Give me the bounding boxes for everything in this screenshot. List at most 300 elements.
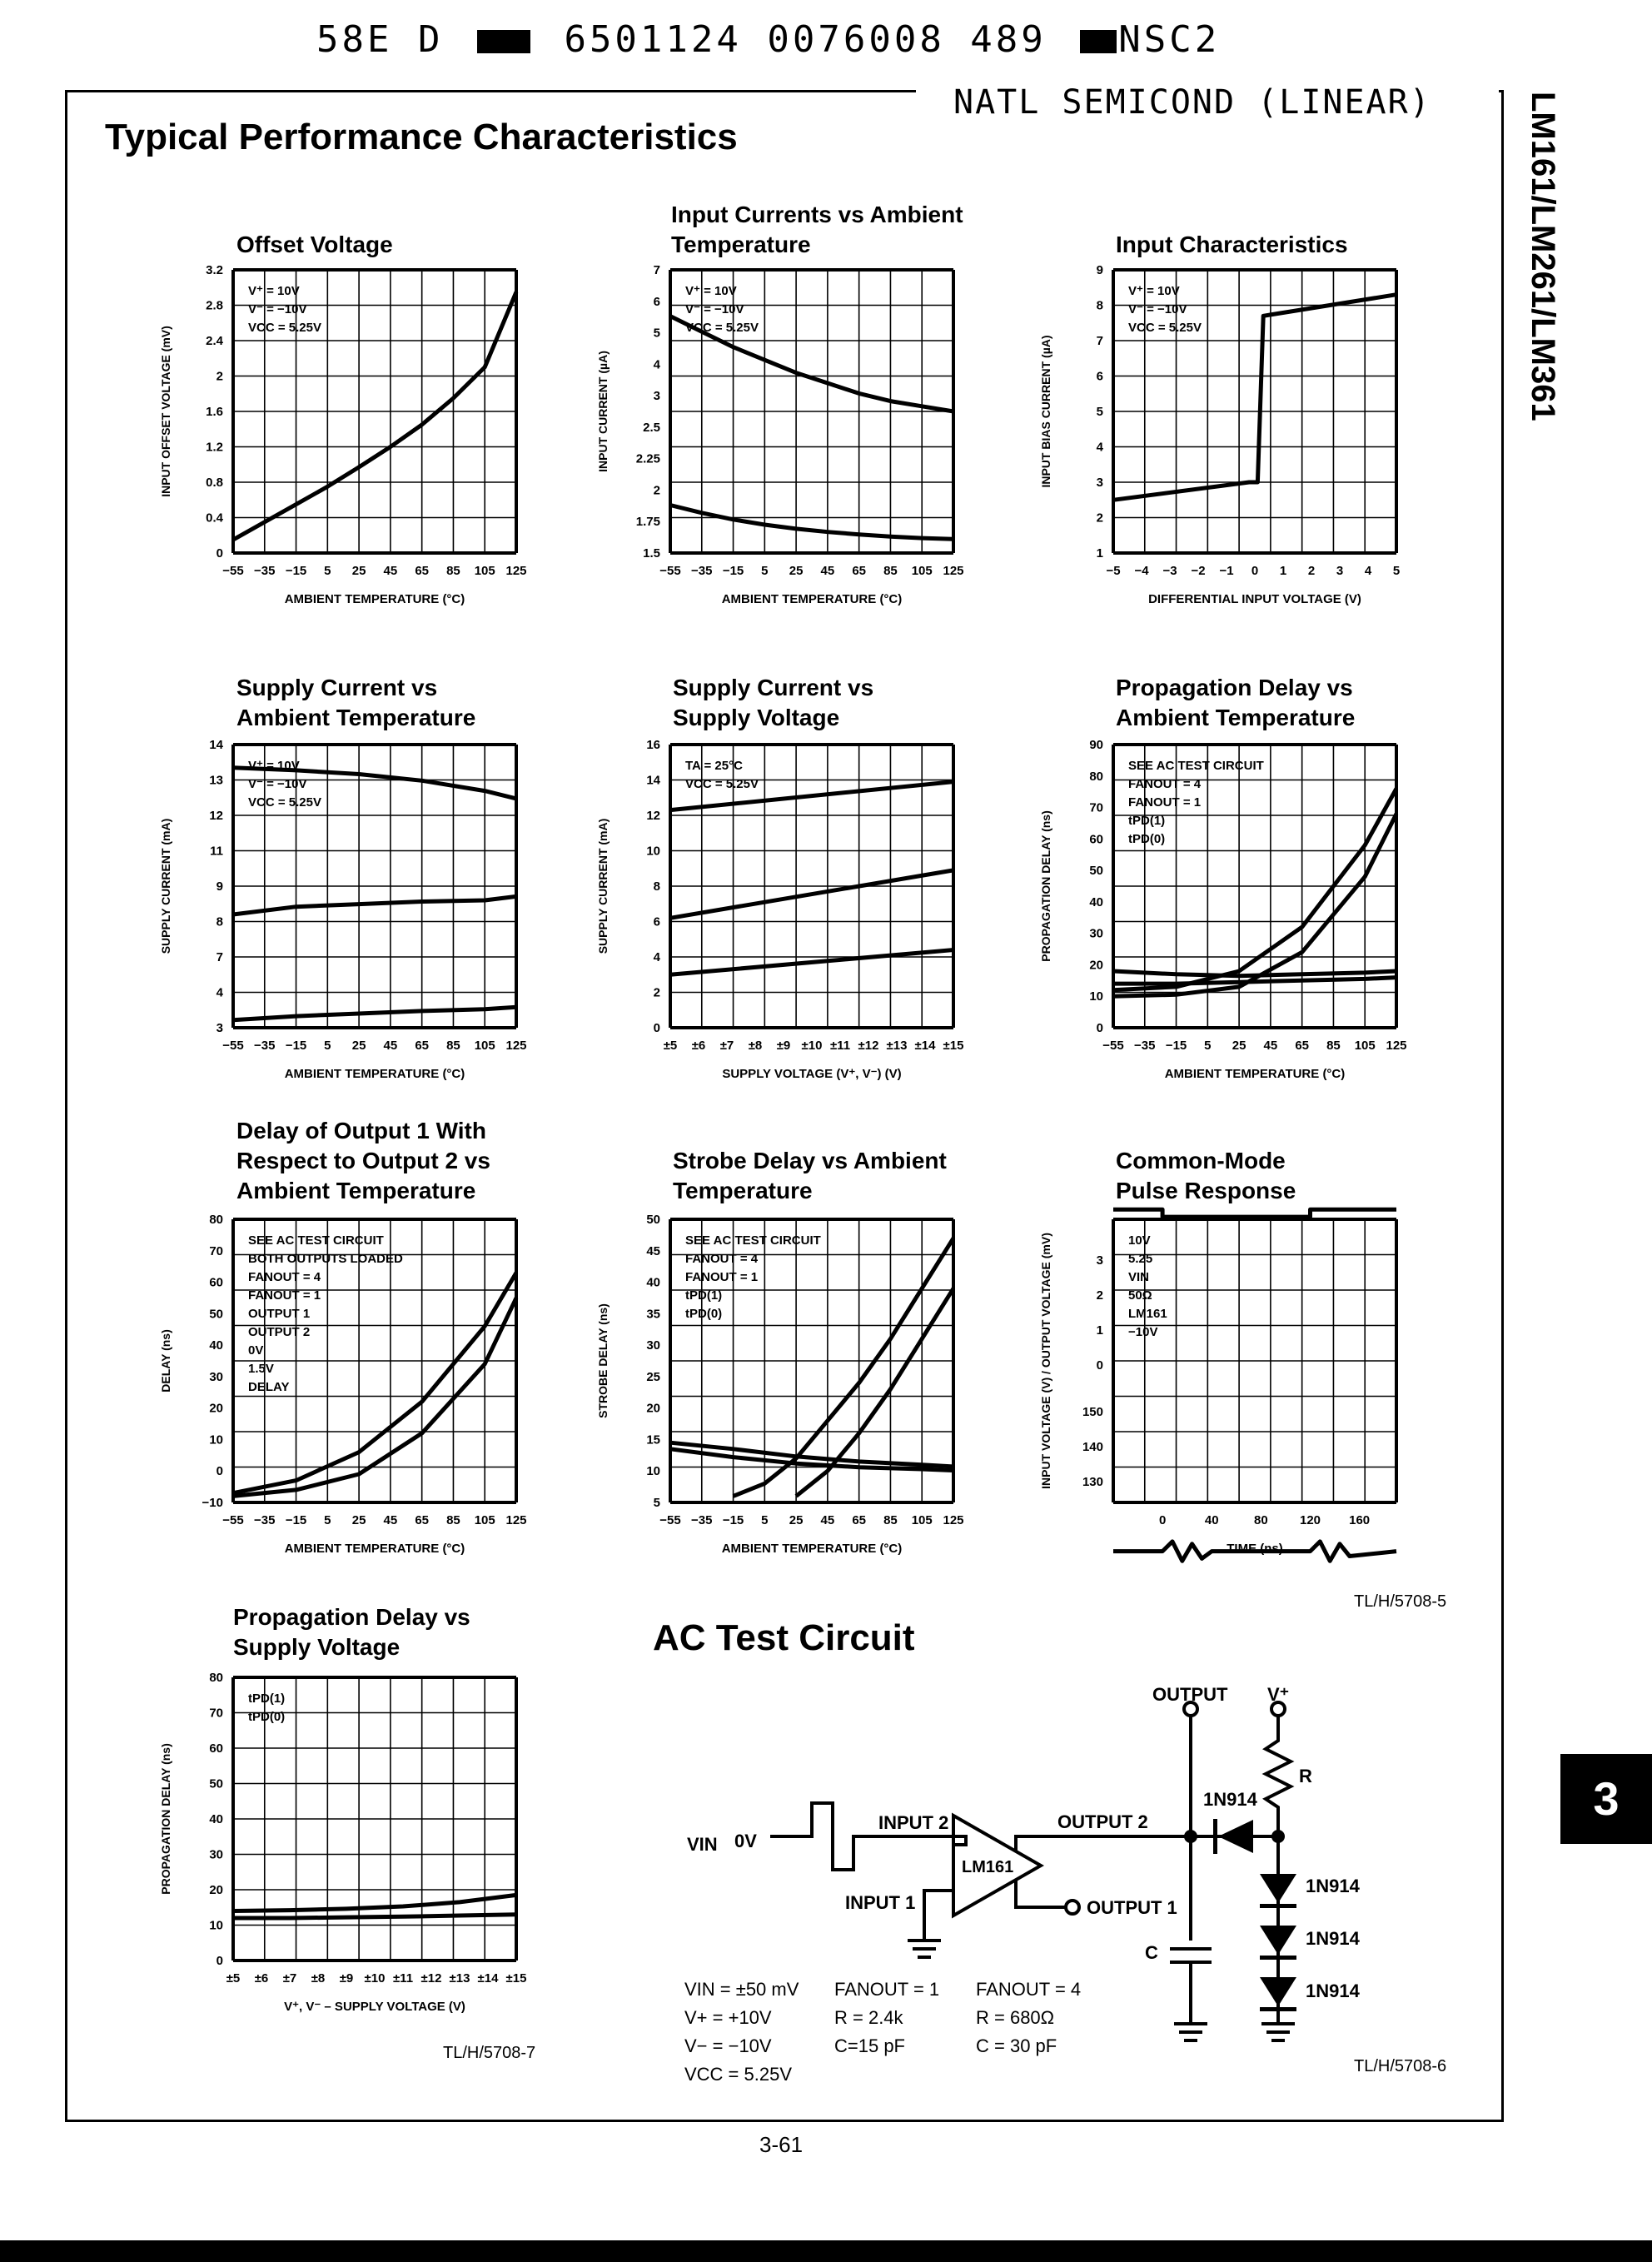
y-tick-label: 20 <box>1089 958 1103 973</box>
circuit-label-diode-4: 1N914 <box>1306 1980 1360 2001</box>
x-tick-label: −15 <box>1165 1039 1187 1053</box>
x-tick-label: 25 <box>351 564 366 578</box>
chart-note: FANOUT = 1 <box>1128 795 1202 810</box>
y-tick-label: 1.5 <box>643 546 660 561</box>
x-tick-label: 5 <box>761 564 769 578</box>
series-line <box>670 950 953 975</box>
chart-note: V⁺ = 10V <box>1128 284 1180 298</box>
y-tick-label: 60 <box>1089 832 1103 847</box>
chart-note: V⁻ = −10V <box>1128 302 1187 316</box>
chart-note: FANOUT = 1 <box>685 1270 759 1284</box>
y-tick-label: 2 <box>1096 1288 1103 1303</box>
x-tick-label: ±9 <box>339 1971 354 1985</box>
circuit-conditions <box>684 1976 1081 2089</box>
chart-note: tPD(1) <box>685 1288 723 1303</box>
y-tick-label: 0 <box>1096 1358 1103 1373</box>
y-tick-label: 0 <box>653 1021 660 1035</box>
chart-note: DELAY <box>248 1380 290 1394</box>
y-tick-label: 50 <box>646 1213 660 1227</box>
chart-note: OUTPUT 1 <box>248 1307 311 1321</box>
chart-note: VCC = 5.25V <box>248 795 321 810</box>
chart-note: VIN <box>1128 1270 1150 1284</box>
x-tick-label: 105 <box>474 1513 495 1527</box>
chart-note: V⁺ = 10V <box>248 284 300 298</box>
chart-title-offset-voltage: Offset Voltage <box>236 232 393 257</box>
header-black-block-2 <box>1080 30 1117 53</box>
x-tick-label: 160 <box>1349 1513 1371 1527</box>
x-tick-label: 25 <box>1232 1039 1246 1053</box>
y-tick-label: 45 <box>646 1243 660 1258</box>
x-tick-label: 65 <box>852 1513 867 1527</box>
circuit-label-diode-1: 1N914 <box>1203 1789 1257 1810</box>
y-tick-label: 60 <box>209 1741 223 1756</box>
y-axis-label: DELAY (ns) <box>159 1329 172 1393</box>
header-black-block <box>477 30 530 53</box>
chart-note: SEE AC TEST CIRCUIT <box>248 1233 384 1248</box>
y-tick-label: 2 <box>653 985 660 1000</box>
y-tick-label: 40 <box>646 1275 660 1290</box>
x-tick-label: −55 <box>1102 1039 1124 1053</box>
y-axis-label: INPUT OFFSET VOLTAGE (mV) <box>159 326 172 497</box>
x-tick-label: −2 <box>1191 564 1206 578</box>
circuit-label-r: R <box>1299 1766 1312 1786</box>
y-tick-label: 2 <box>1096 511 1103 526</box>
y-tick-label: 14 <box>209 738 223 752</box>
x-tick-label: 5 <box>1204 1039 1212 1053</box>
chart-note: V⁻ = −10V <box>685 302 744 316</box>
y-tick-label: 14 <box>646 773 660 788</box>
chart-note: V⁺ = 10V <box>248 759 300 773</box>
x-axis-label: AMBIENT TEMPERATURE (°C) <box>284 1542 465 1556</box>
chart-note: 5.25 <box>1128 1252 1153 1266</box>
chart-title-delay-output: Delay of Output 1 With Respect to Output 2 vs Ambient Temperature <box>236 1118 490 1203</box>
ref-fig5: TL/H/5708-5 <box>1354 1592 1447 1611</box>
chart-common-mode <box>1030 1208 1421 1574</box>
y-tick-label: 130 <box>1082 1475 1103 1489</box>
y-axis-label: PROPAGATION DELAY (ns) <box>1039 810 1052 962</box>
y-tick-label: 9 <box>216 879 223 894</box>
y-tick-label: 80 <box>209 1213 223 1227</box>
y-tick-label: 4 <box>216 985 223 1000</box>
y-tick-label: 50 <box>209 1776 223 1791</box>
chart-note: SEE AC TEST CIRCUIT <box>685 1233 821 1248</box>
y-tick-label: 6 <box>1096 369 1103 384</box>
chart-note: tPD(0) <box>685 1307 723 1321</box>
circuit-label-zero-v: 0V <box>734 1831 757 1851</box>
x-tick-label: ±15 <box>505 1971 527 1985</box>
x-tick-label: −55 <box>222 1039 244 1053</box>
x-axis-label: AMBIENT TEMPERATURE (°C) <box>721 1542 903 1556</box>
chart-note: tPD(1) <box>1128 814 1166 828</box>
x-tick-label: 125 <box>943 1513 964 1527</box>
y-tick-label: 40 <box>209 1812 223 1826</box>
y-tick-label: 7 <box>216 950 223 964</box>
ref-fig7: TL/H/5708-7 <box>443 2044 536 2062</box>
chart-note: FANOUT = 4 <box>685 1252 759 1266</box>
x-tick-label: 105 <box>911 564 933 578</box>
chart-note: 50Ω <box>1128 1288 1152 1303</box>
x-tick-label: ±12 <box>420 1971 442 1985</box>
x-tick-label: 85 <box>883 564 898 578</box>
series-line <box>1113 971 1396 976</box>
x-axis-label: AMBIENT TEMPERATURE (°C) <box>1164 1067 1346 1081</box>
chart-note: FANOUT = 1 <box>248 1288 321 1303</box>
x-tick-label: 105 <box>911 1513 933 1527</box>
chart-title-supply-current-temp: Supply Current vs Ambient Temperature <box>236 675 476 730</box>
x-tick-label: −55 <box>659 564 681 578</box>
circuit-label-output1: OUTPUT 1 <box>1087 1897 1177 1918</box>
y-tick-label: 0 <box>216 1954 223 1968</box>
x-axis-label: SUPPLY VOLTAGE (V⁺, V⁻) (V) <box>722 1067 902 1081</box>
y-tick-label: 2.8 <box>206 298 223 313</box>
x-tick-label: ±5 <box>663 1039 678 1053</box>
y-tick-label: 0.8 <box>206 476 223 490</box>
y-axis-label: INPUT VOLTAGE (V) / OUTPUT VOLTAGE (mV) <box>1039 1233 1052 1489</box>
chart-delay-output <box>150 1208 541 1574</box>
y-tick-label: 0 <box>1096 1021 1103 1035</box>
y-tick-label: 3.2 <box>206 263 223 277</box>
series-line <box>233 1915 516 1918</box>
x-tick-label: ±14 <box>914 1039 936 1053</box>
x-tick-label: 25 <box>789 564 804 578</box>
chart-note: SEE AC TEST CIRCUIT <box>1128 759 1264 773</box>
x-tick-label: 125 <box>505 564 527 578</box>
series-line <box>734 1238 953 1497</box>
x-tick-label: ±6 <box>254 1971 269 1985</box>
x-tick-label: −15 <box>285 564 307 578</box>
x-tick-label: 105 <box>474 564 495 578</box>
x-tick-label: 125 <box>943 564 964 578</box>
chart-input-characteristics <box>1030 258 1421 625</box>
circuit-label-output2: OUTPUT 2 <box>1057 1811 1148 1832</box>
x-tick-label: ±7 <box>719 1039 734 1053</box>
y-tick-label: 3 <box>653 389 660 404</box>
chart-title-common-mode: Common-Mode Pulse Response <box>1116 1148 1296 1203</box>
scan-bottom-bar <box>0 2240 1652 2262</box>
y-tick-label: 60 <box>209 1275 223 1290</box>
y-tick-label: 50 <box>209 1307 223 1322</box>
chart-title-prop-delay-supply: Propagation Delay vs Supply Voltage <box>233 1604 470 1660</box>
x-tick-label: −15 <box>285 1039 307 1053</box>
x-tick-label: −55 <box>222 1513 244 1527</box>
chart-title-strobe-delay: Strobe Delay vs Ambient Temperature <box>673 1148 947 1203</box>
manufacturer-label: NATL SEMICOND (LINEAR) <box>953 83 1431 122</box>
series-line <box>233 896 516 914</box>
x-tick-label: 5 <box>324 564 331 578</box>
x-tick-label: −3 <box>1162 564 1177 578</box>
y-tick-label: 10 <box>209 1918 223 1933</box>
x-tick-label: −15 <box>722 564 744 578</box>
x-tick-label: ±5 <box>226 1971 241 1985</box>
x-tick-label: ±8 <box>311 1971 326 1985</box>
conditions-row-0: VIN = ±50 mV FANOUT = 1 FANOUT = 4 <box>684 1979 1082 2000</box>
x-axis-label: V⁺, V⁻ – SUPPLY VOLTAGE (V) <box>284 2000 465 2014</box>
y-axis-label: INPUT CURRENT (µA) <box>596 351 610 472</box>
y-tick-label: 40 <box>1089 894 1103 909</box>
x-tick-label: 45 <box>383 1039 398 1053</box>
y-tick-label: 12 <box>209 809 223 823</box>
x-tick-label: 85 <box>883 1513 898 1527</box>
x-tick-label: −55 <box>222 564 244 578</box>
x-tick-label: 2 <box>1307 564 1316 578</box>
y-tick-label: 8 <box>653 879 660 894</box>
chart-note: VCC = 5.25V <box>1128 321 1202 335</box>
y-tick-label: 50 <box>1089 864 1103 879</box>
chart-note: V⁺ = 10V <box>685 284 737 298</box>
chart-input-currents <box>587 258 978 625</box>
x-tick-label: 85 <box>446 1039 460 1053</box>
chart-note: V⁻ = −10V <box>248 302 307 316</box>
y-tick-label: 20 <box>646 1401 660 1416</box>
x-tick-label: 3 <box>1336 564 1344 578</box>
x-tick-label: ±11 <box>392 1971 414 1985</box>
circuit-label-output: OUTPUT <box>1152 1684 1228 1705</box>
y-tick-label: 5 <box>653 1496 660 1510</box>
chart-note: FANOUT = 4 <box>248 1270 321 1284</box>
y-tick-label: 13 <box>209 773 223 788</box>
y-tick-label: 15 <box>646 1432 660 1447</box>
y-tick-label: 3 <box>1096 476 1103 490</box>
x-tick-label: −35 <box>254 1039 276 1053</box>
y-tick-label: 1.6 <box>206 405 223 419</box>
chart-offset-voltage <box>150 258 541 625</box>
circuit-label-vplus: V⁺ <box>1267 1684 1290 1705</box>
x-axis-label: AMBIENT TEMPERATURE (°C) <box>284 1067 465 1081</box>
x-tick-label: ±10 <box>801 1039 823 1053</box>
y-tick-label: 3 <box>1096 1253 1103 1268</box>
chart-note: VCC = 5.25V <box>685 321 759 335</box>
series-line <box>670 506 953 540</box>
y-tick-label: 8 <box>1096 298 1103 313</box>
x-tick-label: −35 <box>691 1513 713 1527</box>
y-tick-label: 80 <box>1089 769 1103 784</box>
x-tick-label: 125 <box>505 1039 527 1053</box>
y-tick-label: 2.5 <box>643 420 660 435</box>
x-tick-label: 105 <box>474 1039 495 1053</box>
y-tick-label: 1.2 <box>206 440 223 455</box>
y-tick-label: 6 <box>653 294 660 309</box>
y-tick-label: 70 <box>209 1706 223 1721</box>
y-tick-label: 35 <box>646 1307 660 1322</box>
x-tick-label: 120 <box>1300 1513 1321 1527</box>
x-tick-label: ±6 <box>691 1039 706 1053</box>
section-tab: 3 <box>1560 1754 1652 1844</box>
y-tick-label: 40 <box>209 1338 223 1353</box>
y-tick-label: 3 <box>216 1021 223 1035</box>
chart-prop-delay-temp <box>1030 733 1421 1099</box>
y-tick-label: 10 <box>209 1432 223 1447</box>
x-tick-label: 65 <box>415 1513 430 1527</box>
x-axis-label: AMBIENT TEMPERATURE (°C) <box>284 592 465 606</box>
circuit-label-diode-2: 1N914 <box>1306 1876 1360 1896</box>
x-axis-label: AMBIENT TEMPERATURE (°C) <box>721 592 903 606</box>
x-tick-label: 80 <box>1254 1513 1268 1527</box>
circuit-label-ic: LM161 <box>962 1858 1014 1876</box>
page-number: 3-61 <box>759 2132 804 2157</box>
y-tick-label: 10 <box>646 1464 660 1479</box>
y-tick-label: 7 <box>653 263 660 277</box>
section-title: Typical Performance Characteristics <box>105 117 738 157</box>
y-axis-label: PROPAGATION DELAY (ns) <box>159 1743 172 1895</box>
series-line <box>670 870 953 918</box>
x-tick-label: 85 <box>446 1513 460 1527</box>
series-line <box>233 1895 516 1911</box>
x-tick-label: 125 <box>505 1513 527 1527</box>
x-tick-label: 4 <box>1364 564 1372 578</box>
chart-supply-current-voltage <box>587 733 978 1099</box>
x-tick-label: ±11 <box>829 1039 851 1053</box>
y-tick-label: 5 <box>653 326 660 341</box>
x-tick-label: −35 <box>691 564 713 578</box>
chart-note: VCC = 5.25V <box>685 777 759 791</box>
chart-note: LM161 <box>1128 1307 1167 1321</box>
x-tick-label: 85 <box>1326 1039 1341 1053</box>
y-tick-label: 90 <box>1089 738 1103 752</box>
x-axis-label: DIFFERENTIAL INPUT VOLTAGE (V) <box>1148 592 1361 606</box>
x-tick-label: 45 <box>383 1513 398 1527</box>
x-tick-label: −15 <box>722 1513 744 1527</box>
y-tick-label: 20 <box>209 1401 223 1416</box>
chart-title-prop-delay-temp: Propagation Delay vs Ambient Temperature <box>1116 675 1356 730</box>
x-tick-label: 125 <box>1386 1039 1407 1053</box>
circuit-label-diode-3: 1N914 <box>1306 1928 1360 1949</box>
y-tick-label: 4 <box>1096 440 1103 455</box>
x-tick-label: 65 <box>415 564 430 578</box>
header-code-c: NSC2 <box>1118 18 1221 61</box>
y-tick-label: 70 <box>209 1243 223 1258</box>
y-tick-label: 7 <box>1096 334 1103 348</box>
y-tick-label: 20 <box>209 1883 223 1897</box>
y-tick-label: 16 <box>646 738 660 752</box>
x-tick-label: ±7 <box>282 1971 297 1985</box>
chart-prop-delay-supply <box>150 1666 541 2032</box>
chart-title-supply-current-voltage: Supply Current vs Supply Voltage <box>673 675 874 730</box>
chart-note: FANOUT = 4 <box>1128 777 1202 791</box>
y-tick-label: −10 <box>202 1496 223 1510</box>
conditions-row-2: V− = −10V C=15 pF C = 30 pF <box>684 2035 1057 2056</box>
x-tick-label: −35 <box>1134 1039 1156 1053</box>
x-tick-label: ±14 <box>477 1971 499 1985</box>
x-tick-label: −35 <box>254 1513 276 1527</box>
x-tick-label: 40 <box>1204 1513 1219 1527</box>
y-tick-label: 12 <box>646 809 660 823</box>
x-tick-label: 45 <box>820 564 835 578</box>
x-tick-label: −15 <box>285 1513 307 1527</box>
x-tick-label: 1 <box>1279 564 1287 578</box>
y-tick-label: 80 <box>209 1671 223 1685</box>
x-tick-label: ±12 <box>858 1039 879 1053</box>
x-tick-label: 0 <box>1158 1513 1167 1527</box>
chart-note: V⁻ = −10V <box>248 777 307 791</box>
side-part-numbers: LM161/LM261/LM361 <box>1525 92 1561 421</box>
x-tick-label: ±13 <box>886 1039 908 1053</box>
y-axis-label: INPUT BIAS CURRENT (µA) <box>1039 335 1052 488</box>
chart-note: 0V <box>248 1343 264 1358</box>
x-tick-label: ±13 <box>449 1971 470 1985</box>
y-tick-label: 8 <box>216 914 223 929</box>
x-tick-label: 65 <box>415 1039 430 1053</box>
y-tick-label: 1.75 <box>635 515 660 530</box>
ac-test-circuit-title: AC Test Circuit <box>653 1617 915 1658</box>
y-tick-label: 2 <box>653 483 660 498</box>
x-tick-label: 65 <box>852 564 867 578</box>
circuit-label-c: C <box>1145 1942 1158 1963</box>
chart-title-input-characteristics: Input Characteristics <box>1116 232 1348 257</box>
circuit-label-input2: INPUT 2 <box>878 1812 949 1833</box>
x-tick-label: 25 <box>351 1039 366 1053</box>
x-tick-label: 45 <box>820 1513 835 1527</box>
x-tick-label: 5 <box>761 1513 769 1527</box>
series-line <box>1113 1209 1396 1217</box>
ref-fig6: TL/H/5708-6 <box>1354 2057 1447 2075</box>
chart-note: TA = 25°C <box>685 759 743 773</box>
conditions-row-3: VCC = 5.25V <box>684 2064 793 2085</box>
chart-note: BOTH OUTPUTS LOADED <box>248 1252 403 1266</box>
x-tick-label: 25 <box>351 1513 366 1527</box>
x-tick-label: −35 <box>254 564 276 578</box>
y-tick-label: 30 <box>1089 926 1103 941</box>
chart-title-input-currents: Input Currents vs Ambient Temperature <box>671 202 963 257</box>
y-tick-label: 1 <box>1096 1323 1103 1338</box>
y-tick-label: 2.25 <box>635 451 660 466</box>
header-code-line <box>316 18 1220 61</box>
chart-supply-current-temp <box>150 733 541 1099</box>
x-tick-label: 5 <box>324 1513 331 1527</box>
y-tick-label: 150 <box>1082 1405 1103 1419</box>
x-axis-label: TIME (ns) <box>1227 1542 1283 1556</box>
y-tick-label: 30 <box>646 1338 660 1353</box>
x-tick-label: 85 <box>446 564 460 578</box>
x-tick-label: ±10 <box>364 1971 386 1985</box>
y-tick-label: 2 <box>216 369 223 384</box>
y-tick-label: 4 <box>653 357 660 372</box>
chart-note: 10V <box>1128 1233 1151 1248</box>
y-tick-label: 10 <box>646 844 660 859</box>
y-tick-label: 10 <box>1089 989 1103 1004</box>
y-tick-label: 11 <box>210 844 223 859</box>
chart-note: 1.5V <box>248 1362 274 1376</box>
x-tick-label: −1 <box>1219 564 1234 578</box>
x-tick-label: 25 <box>789 1513 804 1527</box>
conditions-row-1: V+ = +10V R = 2.4k R = 680Ω <box>684 2007 1055 2028</box>
chart-strobe-delay <box>587 1208 978 1574</box>
y-tick-label: 9 <box>1096 263 1103 277</box>
y-axis-label: STROBE DELAY (ns) <box>596 1303 610 1418</box>
x-tick-label: 0 <box>1251 564 1259 578</box>
y-axis-label: SUPPLY CURRENT (mA) <box>159 818 172 954</box>
y-tick-label: 0 <box>216 1464 223 1479</box>
y-tick-label: 25 <box>646 1369 660 1384</box>
y-tick-label: 0 <box>216 546 223 561</box>
x-tick-label: 45 <box>1263 1039 1278 1053</box>
x-tick-label: ±8 <box>748 1039 763 1053</box>
circuit-label-vin: VIN <box>687 1834 718 1855</box>
header-code-a: 58E D <box>316 18 444 61</box>
x-tick-label: ±15 <box>943 1039 964 1053</box>
chart-note: tPD(0) <box>248 1710 286 1724</box>
x-tick-label: ±9 <box>776 1039 791 1053</box>
chart-note: OUTPUT 2 <box>248 1325 311 1339</box>
x-tick-label: 5 <box>324 1039 331 1053</box>
y-tick-label: 30 <box>209 1847 223 1862</box>
y-tick-label: 6 <box>653 914 660 929</box>
y-tick-label: 30 <box>209 1369 223 1384</box>
y-tick-label: 1 <box>1096 546 1103 561</box>
y-tick-label: 70 <box>1089 800 1103 815</box>
chart-note: VCC = 5.25V <box>248 321 321 335</box>
header-code-b: 6501124 0076008 489 <box>564 18 1047 61</box>
y-axis-label: SUPPLY CURRENT (mA) <box>596 818 610 954</box>
